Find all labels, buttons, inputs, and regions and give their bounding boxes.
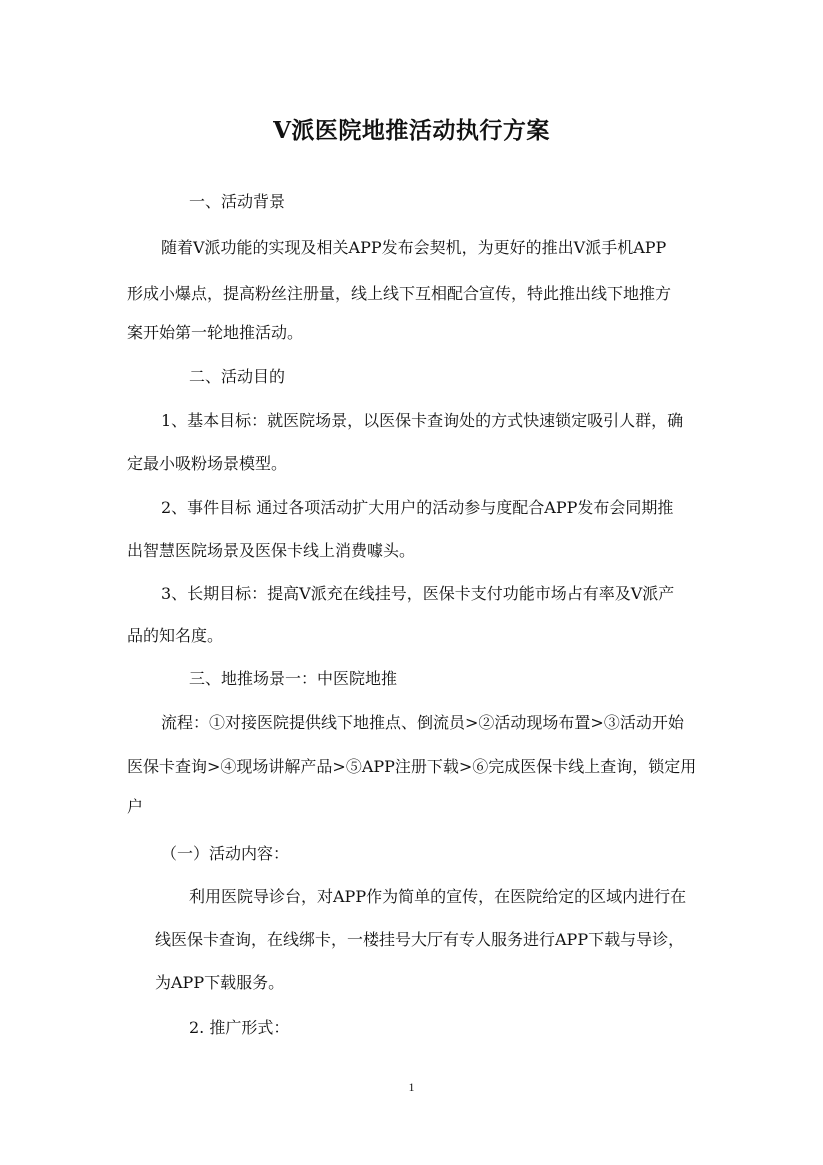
subsection-heading-promotion: 2. 推广形式：: [189, 1018, 290, 1037]
paragraph-line: 3、长期目标：提高V派充在线挂号，医保卡支付功能市场占有率及V派产: [161, 584, 675, 603]
document-title: V派医院地推活动执行方案: [273, 117, 550, 144]
paragraph-line: 利用医院导诊台，对APP作为简单的宣传，在医院给定的区域内进行在: [189, 887, 687, 906]
paragraph-line: 医保卡查询>④现场讲解产品>⑤APP注册下载>⑥完成医保卡线上查询，锁定用: [127, 757, 697, 776]
paragraph-line: 案开始第一轮地推活动。: [127, 323, 304, 342]
subsection-heading-content: （一）活动内容：: [161, 844, 290, 863]
paragraph-line: 形成小爆点，提高粉丝注册量，线上线下互相配合宣传，特此推出线下地推方: [127, 284, 672, 303]
paragraph-line: 品的知名度。: [127, 626, 224, 645]
paragraph-line: 线医保卡查询，在线绑卡，一楼挂号大厅有专人服务进行APP下载与导诊，: [155, 930, 685, 949]
paragraph-line: 定最小吸粉场景模型。: [127, 454, 288, 473]
paragraph-line: 流程：①对接医院提供线下地推点、倒流员>②活动现场布置>③活动开始: [161, 713, 684, 732]
paragraph-line: 2、事件目标 通过各项活动扩大用户的活动参与度配合APP发布会同期推: [161, 498, 674, 517]
page-number: 1: [408, 1080, 415, 1094]
paragraph-line: 出智慧医院场景及医保卡线上消费噱头。: [127, 541, 416, 560]
paragraph-line: 为APP下载服务。: [155, 973, 285, 992]
paragraph-line: 随着V派功能的实现及相关APP发布会契机，为更好的推出V派手机APP: [161, 238, 667, 257]
paragraph-line: 户: [127, 797, 144, 816]
section-heading-background: 一、活动背景: [189, 192, 286, 211]
paragraph-line: 1、基本目标：就医院场景，以医保卡查询处的方式快速锁定吸引人群，确: [161, 411, 684, 430]
section-heading-scene-one: 三、地推场景一：中医院地推: [189, 669, 398, 688]
section-heading-goals: 二、活动目的: [189, 367, 286, 386]
